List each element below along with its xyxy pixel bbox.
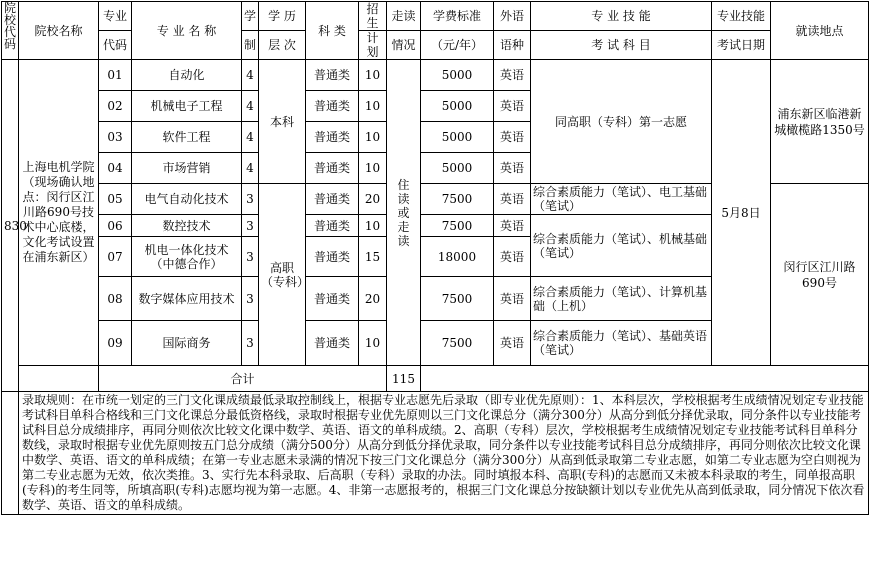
major-code: 02 (99, 91, 132, 122)
header-school-code: 院校代码 (2, 2, 19, 60)
header-location: 就读地点 (771, 2, 869, 60)
major-code: 05 (99, 184, 132, 215)
major-code: 04 (99, 153, 132, 184)
major-category: 普通类 (306, 91, 359, 122)
major-code: 08 (99, 277, 132, 321)
major-plan: 10 (359, 215, 387, 237)
header-duration-2: 制 (242, 31, 259, 60)
skill-08: 综合素质能力（笔试）、计算机基础（上机） (531, 277, 712, 321)
major-category: 普通类 (306, 215, 359, 237)
rules-blank (2, 392, 19, 515)
skill-09: 综合素质能力（笔试）、基础英语（笔试） (531, 321, 712, 366)
header-board-2: 情况 (387, 31, 421, 60)
major-name: 机械电子工程 (132, 91, 242, 122)
major-category: 普通类 (306, 60, 359, 91)
header-date-2: 考试日期 (712, 31, 771, 60)
major-code: 03 (99, 122, 132, 153)
total-value: 115 (387, 366, 421, 392)
header-skill: 专 业 技 能 (531, 2, 712, 31)
major-lang: 英语 (494, 321, 531, 366)
major-name: 数控技术 (132, 215, 242, 237)
major-fee: 5000 (421, 91, 494, 122)
major-lang: 英语 (494, 60, 531, 91)
major-plan: 10 (359, 153, 387, 184)
exam-date: 5月8日 (712, 60, 771, 366)
major-name: 软件工程 (132, 122, 242, 153)
major-name: 机电一体化技术（中德合作） (132, 237, 242, 277)
location-pudong: 浦东新区临港新城橄榄路1350号 (771, 60, 869, 184)
header-board: 走读 (387, 2, 421, 31)
header-duration: 学 (242, 2, 259, 31)
header-lang-2: 语种 (494, 31, 531, 60)
enrollment-table (1, 1, 869, 515)
major-years: 4 (242, 91, 259, 122)
major-years: 4 (242, 60, 259, 91)
skill-first-choice: 同高职（专科）第一志愿 (531, 60, 712, 184)
major-lang: 英语 (494, 153, 531, 184)
total-label: 合计 (99, 366, 387, 392)
major-plan: 20 (359, 184, 387, 215)
major-years: 4 (242, 153, 259, 184)
header-date: 专业技能 (712, 2, 771, 31)
major-fee: 18000 (421, 237, 494, 277)
header-fee-2: （元/年） (421, 31, 494, 60)
header-skill-2: 考 试 科 目 (531, 31, 712, 60)
major-plan: 10 (359, 91, 387, 122)
skill-06-07: 综合素质能力（笔试）、机械基础（笔试） (531, 215, 712, 277)
major-years: 4 (242, 122, 259, 153)
header-enroll-2: 计划 (359, 31, 387, 60)
header-category: 科 类 (306, 2, 359, 60)
header-major-code-2: 代码 (99, 31, 132, 60)
major-code: 01 (99, 60, 132, 91)
major-name: 国际商务 (132, 321, 242, 366)
major-lang: 英语 (494, 184, 531, 215)
header-school-name: 院校名称 (19, 2, 99, 60)
major-name: 市场营销 (132, 153, 242, 184)
major-fee: 7500 (421, 277, 494, 321)
major-fee: 7500 (421, 184, 494, 215)
major-plan: 10 (359, 321, 387, 366)
skill-05: 综合素质能力（笔试）、电工基础（笔试） (531, 184, 712, 215)
major-name: 电气自动化技术 (132, 184, 242, 215)
major-category: 普通类 (306, 277, 359, 321)
header-major-code: 专业 (99, 2, 132, 31)
level-bachelor: 本科 (259, 60, 306, 184)
major-category: 普通类 (306, 122, 359, 153)
header-fee: 学费标准 (421, 2, 494, 31)
boarding-status: 住读或走读 (387, 60, 421, 366)
major-lang: 英语 (494, 122, 531, 153)
major-fee: 5000 (421, 122, 494, 153)
major-lang: 英语 (494, 91, 531, 122)
header-lang: 外语 (494, 2, 531, 31)
major-category: 普通类 (306, 321, 359, 366)
major-category: 普通类 (306, 153, 359, 184)
major-years: 3 (242, 321, 259, 366)
major-plan: 10 (359, 122, 387, 153)
header-level-2: 层 次 (259, 31, 306, 60)
major-years: 3 (242, 215, 259, 237)
major-name: 自动化 (132, 60, 242, 91)
major-fee: 5000 (421, 60, 494, 91)
level-vocational: 高职（专科） (259, 184, 306, 366)
major-category: 普通类 (306, 184, 359, 215)
major-lang: 英语 (494, 237, 531, 277)
major-years: 3 (242, 237, 259, 277)
major-plan: 20 (359, 277, 387, 321)
total-spacer (421, 366, 869, 392)
header-enroll: 招生 (359, 2, 387, 31)
major-code: 06 (99, 215, 132, 237)
major-plan: 10 (359, 60, 387, 91)
major-code: 07 (99, 237, 132, 277)
major-years: 3 (242, 184, 259, 215)
school-code: 830 (2, 60, 19, 392)
header-level: 学 历 (259, 2, 306, 31)
major-category: 普通类 (306, 237, 359, 277)
location-minhang: 闵行区江川路690号 (771, 184, 869, 366)
admission-rules: 录取规则：在市统一划定的三门文化课成绩最低录取控制线上，根据专业志愿先后录取（即专业优先原则）：1、本科层次，学校根据考生成绩情况划定专业技能考试科目单科合格线和三门文化课总分最低资格线，录取时根据专业优先原则以三门文化课总分（满分300分）从高分到低分择优录取，同分条件以专业技能考试科目总分成绩排序，再同分则依次比较文化课中数学、英语、语文的单科成绩。2、高职（专科）层次，学校根据考生成绩情况划定专业技能考试科目单科分数线，录取时根据专业优先原则按五门总分成绩（满分500分）从高分到低分择优录取，同分条件以专业技能考试科目总分成绩排序，再同分则依次比较文化课中数学、英语、语文的单科成绩；在第一专业志愿未录满的情况下按三门文化课总分（满分300分）从高到低录取第二专业志愿，如第二专业志愿为空白则视为第二专业志愿为无效，依次类推。3、实行先本科录取、后高职（专科）录取的办法。同时填报本科、高职(专科)的志愿而又未被本科录取的考生，同单报高职(专科)的考生同等，所填高职(专科)志愿均视为第一志愿。4、非第一志愿报考的，根据三门文化课总分按缺额计划以专业优先从高到低录取，同分情况下依次看数学、英语、语文的单科成绩。 (19, 392, 869, 515)
school-name: 上海电机学院（现场确认地点：闵行区江川路690号技术中心底楼，文化考试设置在浦东新区） (19, 60, 99, 366)
major-code: 09 (99, 321, 132, 366)
major-lang: 英语 (494, 215, 531, 237)
total-blank (19, 366, 99, 392)
major-fee: 5000 (421, 153, 494, 184)
major-lang: 英语 (494, 277, 531, 321)
header-major-name: 专 业 名 称 (132, 2, 242, 60)
major-name: 数字媒体应用技术 (132, 277, 242, 321)
major-fee: 7500 (421, 215, 494, 237)
major-plan: 15 (359, 237, 387, 277)
major-years: 3 (242, 277, 259, 321)
major-fee: 7500 (421, 321, 494, 366)
